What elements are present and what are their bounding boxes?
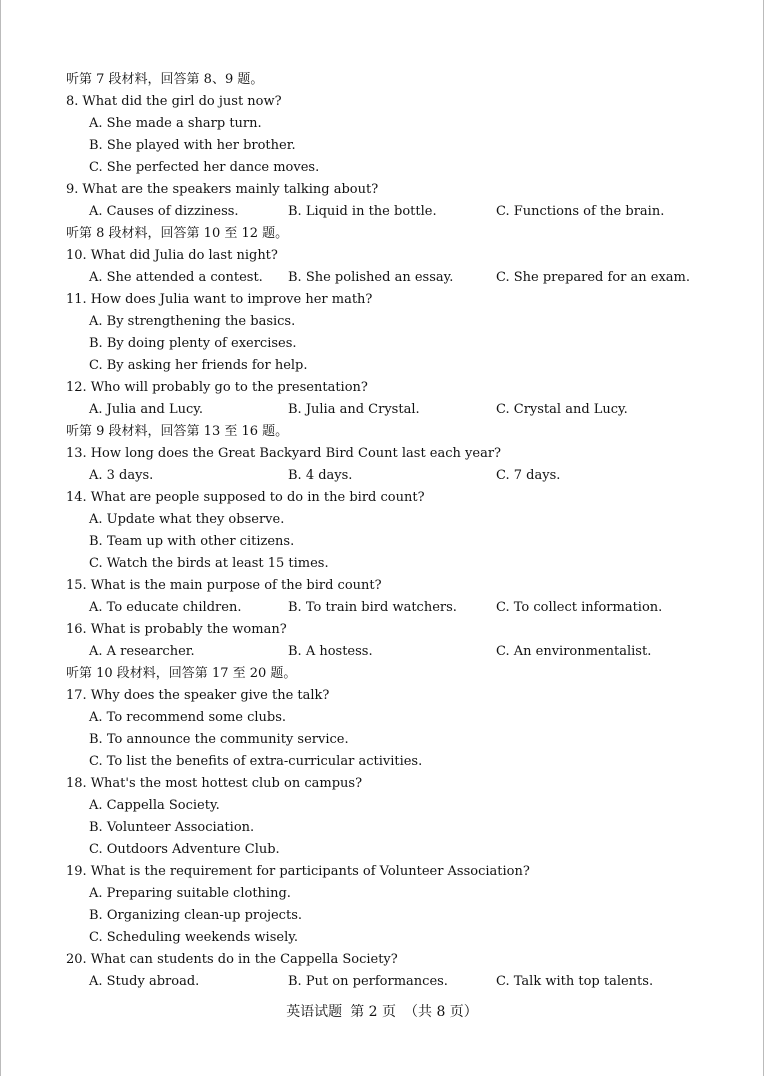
- question-text: What did Julia do last night?: [90, 248, 278, 263]
- answer-option: B. Team up with other citizens.: [89, 534, 295, 549]
- question-text: How long does the Great Backyard Bird Count last each year?: [90, 446, 502, 461]
- page-footer: [0, 1001, 764, 1021]
- footer-page-number: 第 2 页: [350, 1004, 396, 1020]
- question-number: 12.: [66, 380, 87, 395]
- answer-option: C. By asking her friends for help.: [89, 358, 308, 373]
- answer-option: B. Put on performances.: [288, 974, 448, 989]
- question-stem: [66, 378, 368, 398]
- answer-option: B. She polished an essay.: [288, 270, 454, 285]
- answer-option: C. Functions of the brain.: [496, 204, 665, 219]
- question-number: 10.: [66, 248, 87, 263]
- answer-option: A. Preparing suitable clothing.: [89, 886, 291, 901]
- section-header: 听第 10 段材料，回答第 17 至 20 题。: [66, 666, 297, 681]
- question-text: Who will probably go to the presentation?: [90, 380, 368, 395]
- answer-option: A. 3 days.: [89, 468, 154, 483]
- answer-option: B. Julia and Crystal.: [288, 402, 420, 417]
- question-text: What did the girl do just now?: [82, 94, 282, 109]
- question-text: What can students do in the Cappella Society?: [90, 952, 398, 967]
- question-stem: [66, 950, 398, 970]
- section-header: 听第 7 段材料，回答第 8、9 题。: [66, 72, 264, 87]
- question-stem: [66, 488, 425, 508]
- question-text: What is probably the woman?: [90, 622, 287, 637]
- answer-option: A. She attended a contest.: [89, 270, 263, 285]
- answer-option: A. Cappella Society.: [89, 798, 220, 813]
- answer-option: C. Talk with top talents.: [496, 974, 654, 989]
- question-number: 16.: [66, 622, 87, 637]
- answer-option: C. Watch the birds at least 15 times.: [89, 556, 329, 571]
- answer-option: C. An environmentalist.: [496, 644, 652, 659]
- question-number: 14.: [66, 490, 87, 505]
- answer-option: B. To announce the community service.: [89, 732, 349, 747]
- question-text: What are people supposed to do in the bird count?: [90, 490, 425, 505]
- question-stem: [66, 180, 378, 200]
- answer-option: A. To recommend some clubs.: [89, 710, 287, 725]
- question-number: 19.: [66, 864, 87, 879]
- question-text: What are the speakers mainly talking about?: [82, 182, 379, 197]
- answer-option: C. Scheduling weekends wisely.: [89, 930, 298, 945]
- question-number: 17.: [66, 688, 87, 703]
- answer-option: B. Organizing clean-up projects.: [89, 908, 302, 923]
- question-stem: [66, 92, 282, 112]
- question-stem: [66, 576, 382, 596]
- answer-option: A. By strengthening the basics.: [89, 314, 296, 329]
- answer-option: C. Crystal and Lucy.: [496, 402, 628, 417]
- answer-option: B. Liquid in the bottle.: [288, 204, 437, 219]
- question-number: 18.: [66, 776, 87, 791]
- section-header: 听第 9 段材料，回答第 13 至 16 题。: [66, 424, 289, 439]
- question-number: 15.: [66, 578, 87, 593]
- answer-option: A. Julia and Lucy.: [89, 402, 204, 417]
- answer-option: A. To educate children.: [89, 600, 242, 615]
- answer-option: C. 7 days.: [496, 468, 561, 483]
- question-number: 11.: [66, 292, 87, 307]
- footer-total-pages: （共 8 页）: [404, 1004, 478, 1020]
- answer-option: B. A hostess.: [288, 644, 373, 659]
- footer-subject: 英语试题: [286, 1004, 343, 1020]
- answer-option: C. She prepared for an exam.: [496, 270, 690, 285]
- question-stem: [66, 246, 278, 266]
- question-text: What's the most hottest club on campus?: [90, 776, 363, 791]
- question-stem: [66, 620, 287, 640]
- answer-option: C. She perfected her dance moves.: [89, 160, 320, 175]
- question-stem: [66, 686, 329, 706]
- question-stem: [66, 444, 501, 464]
- question-stem: [66, 290, 372, 310]
- answer-option: C. Outdoors Adventure Club.: [89, 842, 280, 857]
- question-number: 20.: [66, 952, 87, 967]
- question-text: What is the main purpose of the bird count?: [90, 578, 382, 593]
- question-number: 8.: [66, 94, 79, 109]
- question-number: 13.: [66, 446, 87, 461]
- question-stem: [66, 862, 530, 882]
- answer-option: A. She made a sharp turn.: [89, 116, 262, 131]
- answer-option: A. A researcher.: [89, 644, 195, 659]
- question-stem: [66, 774, 362, 794]
- question-text: What is the requirement for participants of Volunteer Association?: [90, 864, 530, 879]
- answer-option: B. She played with her brother.: [89, 138, 296, 153]
- answer-option: A. Causes of dizziness.: [89, 204, 239, 219]
- answer-option: A. Study abroad.: [89, 974, 200, 989]
- answer-option: B. By doing plenty of exercises.: [89, 336, 297, 351]
- answer-option: B. To train bird watchers.: [288, 600, 457, 615]
- answer-option: A. Update what they observe.: [89, 512, 285, 527]
- answer-option: C. To list the benefits of extra-curricular activities.: [89, 754, 423, 769]
- answer-option: B. Volunteer Association.: [89, 820, 255, 835]
- question-number: 9.: [66, 182, 79, 197]
- section-header: 听第 8 段材料，回答第 10 至 12 题。: [66, 226, 289, 241]
- question-text: How does Julia want to improve her math?: [90, 292, 373, 307]
- question-text: Why does the speaker give the talk?: [90, 688, 330, 703]
- answer-option: B. 4 days.: [288, 468, 353, 483]
- answer-option: C. To collect information.: [496, 600, 663, 615]
